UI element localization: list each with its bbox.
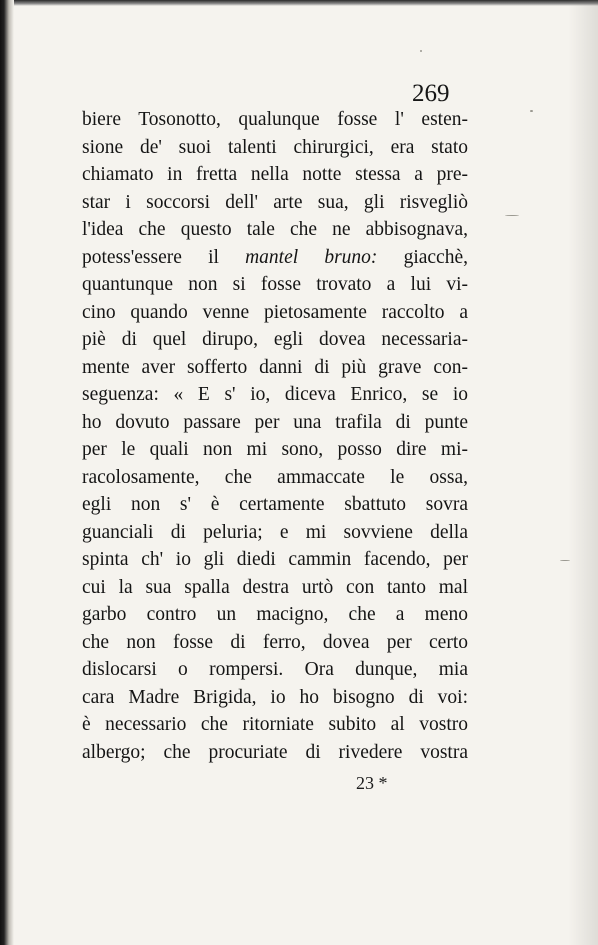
text-line	[82, 519, 468, 547]
text-line-segment: mente aver sofferto danni di più grave con-	[82, 356, 468, 378]
paper-speck	[505, 215, 519, 216]
text-line-segment: cara Madre Brigida, io ho bisogno di voi:	[82, 686, 468, 708]
text-line	[82, 629, 468, 657]
text-line	[82, 684, 468, 712]
text-line-segment: per le quali non mi sono, posso dire mi-	[82, 439, 468, 460]
text-line	[82, 244, 468, 272]
text-line	[82, 189, 468, 217]
page-right-shadow	[568, 0, 598, 945]
page-top-edge	[0, 0, 598, 6]
text-line	[82, 711, 468, 739]
text-line-segment: potess'essere il	[82, 246, 246, 268]
text-line-segment: dislocarsi o rompersi. Ora dunque, mia	[82, 659, 468, 680]
text-line-segment: cui la sua spalla destra urtò con tanto mal	[82, 576, 468, 598]
text-line	[82, 299, 468, 327]
text-line-segment: cino quando venne pietosamente raccolto a	[82, 301, 468, 323]
text-line-segment: ho dovuto passare per una trafila di punte	[82, 411, 468, 433]
text-line	[82, 739, 468, 767]
page-binding-edge	[0, 0, 14, 945]
text-line-segment: guanciali di peluria; e mi sovviene della	[82, 521, 468, 543]
text-line	[82, 656, 468, 684]
text-line	[82, 271, 468, 299]
text-line	[82, 161, 468, 189]
paper-speck	[560, 560, 570, 561]
body-text	[82, 106, 468, 766]
text-line	[82, 464, 468, 492]
text-line-segment: piè di quel dirupo, egli dovea necessaria-	[82, 329, 468, 350]
text-line-segment: sione de' suoi talenti chirurgici, era stato	[82, 136, 468, 158]
text-line-segment: che non fosse di ferro, dovea per certo	[82, 631, 468, 653]
text-line-segment: seguenza: « E s' io, diceva Enrico, se io	[82, 384, 468, 405]
italic-text: mantel bruno:	[245, 246, 378, 268]
text-line	[82, 491, 468, 519]
text-line-segment: l'idea che questo tale che ne abbisognava,	[82, 219, 468, 240]
text-line	[82, 409, 468, 437]
signature-mark: 23 *	[356, 773, 388, 793]
text-line-segment: quantunque non si fosse trovato a lui vi-	[82, 274, 468, 295]
text-line	[82, 381, 468, 409]
text-line-segment: spinta ch' io gli diedi cammin facendo, per	[82, 549, 468, 570]
text-line	[82, 326, 468, 354]
text-line-segment: biere Tosonotto, qualunque fosse l' esten-	[82, 109, 468, 130]
text-line-segment: garbo contro un macigno, che a meno	[82, 604, 468, 625]
text-line	[82, 546, 468, 574]
text-line	[82, 354, 468, 382]
text-line-segment: è necessario che ritorniate subito al vostro	[82, 714, 468, 735]
text-line	[82, 436, 468, 464]
text-line	[82, 574, 468, 602]
page-number: 269	[412, 80, 450, 107]
text-line	[82, 106, 468, 134]
text-line-segment: albergo; che procuriate di rivedere vostra	[82, 741, 468, 763]
text-line-segment: chiamato in fretta nella notte stessa a pre-	[82, 164, 468, 185]
text-line-segment: giacchè,	[377, 246, 468, 268]
paper-speck	[530, 110, 533, 112]
text-line	[82, 134, 468, 162]
text-line-segment: star i soccorsi dell' arte sua, gli risvegliò	[82, 191, 468, 213]
text-line	[82, 216, 468, 244]
text-line	[82, 601, 468, 629]
text-line-segment: egli non s' è certamente sbattuto sovra	[82, 494, 468, 515]
text-line-segment: racolosamente, che ammaccate le ossa,	[82, 466, 468, 488]
paper-speck	[420, 50, 422, 52]
